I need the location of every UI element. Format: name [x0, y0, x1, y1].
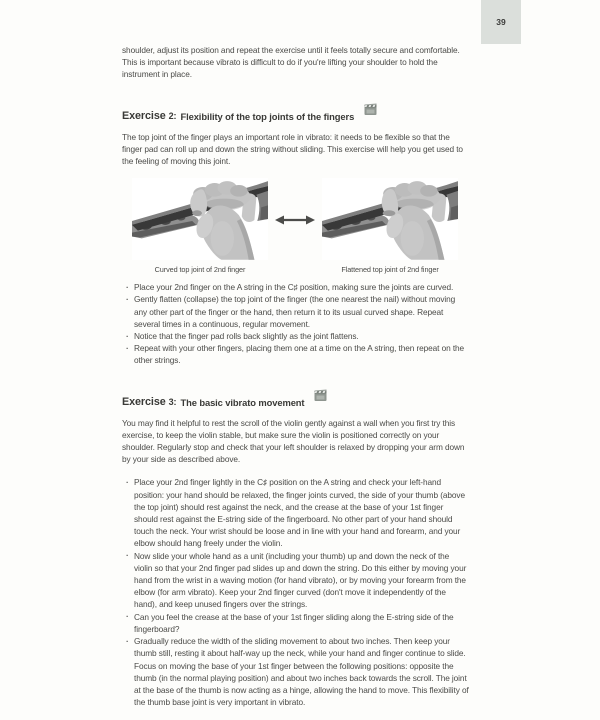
bullet-item: · Repeat with your other fingers, placing them one at a time on the A string, then repeat on the other strings. [126, 342, 469, 366]
curved-finger-photo [132, 178, 268, 260]
figure-curved [132, 178, 268, 274]
figure-caption-flattened: Flattened top joint of 2nd finger [341, 265, 439, 275]
exercise-2-title: Flexibility of the top joints of the fingers [180, 110, 355, 122]
exercise-3-heading [122, 380, 469, 408]
bullet-item: · Gently flatten (collapse) the top joint of the finger (the one nearest the nail) without moving any other part of the finger or the hand, then return it to its usual curved shape. Repeat several times in a continuous, regular movement. [126, 293, 469, 330]
bullet-item: · Now slide your whole hand as a unit (including your thumb) up and down the neck of the violin so that your 2nd finger pad slides up and down the string. Do this either by moving your hand from the wrist in a waving motion (for hand vibrato), or by moving your forearm from the elbow (for arm vibrato). Keep your 2nd finger curved (don't move it independently of the hand), and keep unused fingers over the strings. [126, 550, 469, 611]
bullet-item: · Gradually reduce the width of the sliding movement to about two inches. Then keep your thumb still, resting it about half-way up the neck, while your hand and finger continue to slide. Focus on moving the base of your 1st finger between the following positions: opposite the thumb (in the normal playing position) and about two inches back towards the scroll. The joint at the base of the thumb is now acting as a hinge, allowing the hand to move. This flexibility of the thumb base joint is very important in vibrato. [126, 635, 469, 708]
page-number-box [481, 0, 521, 44]
exercise-2-intro: The top joint of the finger plays an important role in vibrato: it needs to be flexible so that the finger pad can roll up and down the string without sliding. This exercise will help you get used to the feeling of moving this joint. [122, 131, 463, 167]
content-column [122, 44, 469, 720]
flattened-finger-photo [322, 178, 458, 260]
figure-flattened [322, 178, 458, 274]
bullet-item: · Can you feel the crease at the base of your 1st finger sliding along the E-string side of the fingerboard? [126, 611, 469, 635]
exercise-3-word: Exercise [122, 395, 166, 408]
intro-paragraph: shoulder, adjust its position and repeat the exercise until it feels totally secure and comfortable. This is important because vibrato is difficult to do if you're lifting your shoulder to hold the instrument in place. [122, 45, 460, 80]
exercise-2-bullets [122, 281, 469, 366]
exercise-3-intro: You may find it helpful to rest the scroll of the violin gently against a wall when you first try this exercise, to keep the violin stable, but make sure the violin is positioned correctly on your shoulder. Regularly stop and check that your left shoulder is relaxed by dropping your arm down by your side as described above. [122, 417, 465, 465]
page-number: 39 [496, 17, 506, 27]
exercise-3-bullets [122, 476, 469, 708]
exercise-2-word: Exercise [122, 109, 166, 122]
figure-caption-curved: Curved top joint of 2nd finger [154, 265, 246, 275]
clapperboard-icon [364, 95, 377, 123]
figure-row [122, 178, 469, 274]
exercise-3-title: The basic vibrato movement [180, 396, 305, 408]
clapperboard-icon [314, 381, 327, 409]
bullet-item: · Place your 2nd finger on the A string in the C♯ position, making sure the joints are curved. [126, 281, 469, 293]
double-arrow-icon [268, 214, 322, 226]
bullet-item: · Notice that the finger pad rolls back slightly as the joint flattens. [126, 330, 469, 342]
bullet-item: · Place your 2nd finger lightly in the C♯ position on the A string and check your left-hand position: your hand should be relaxed, the finger joints curved, the side of your thumb (above the top joint) should rest against the neck, and the crease at the base of your 1st finger should rest against the E-string side of the fingerboard. No other part of your hand should touch the neck. Your wrist should be loose and in line with your hand and forearm, and your elbow should hang freely under the violin. [126, 476, 469, 549]
exercise-2-number: 2: [168, 110, 177, 121]
exercise-2-heading [122, 94, 469, 122]
exercise-3-number: 3: [168, 396, 177, 407]
